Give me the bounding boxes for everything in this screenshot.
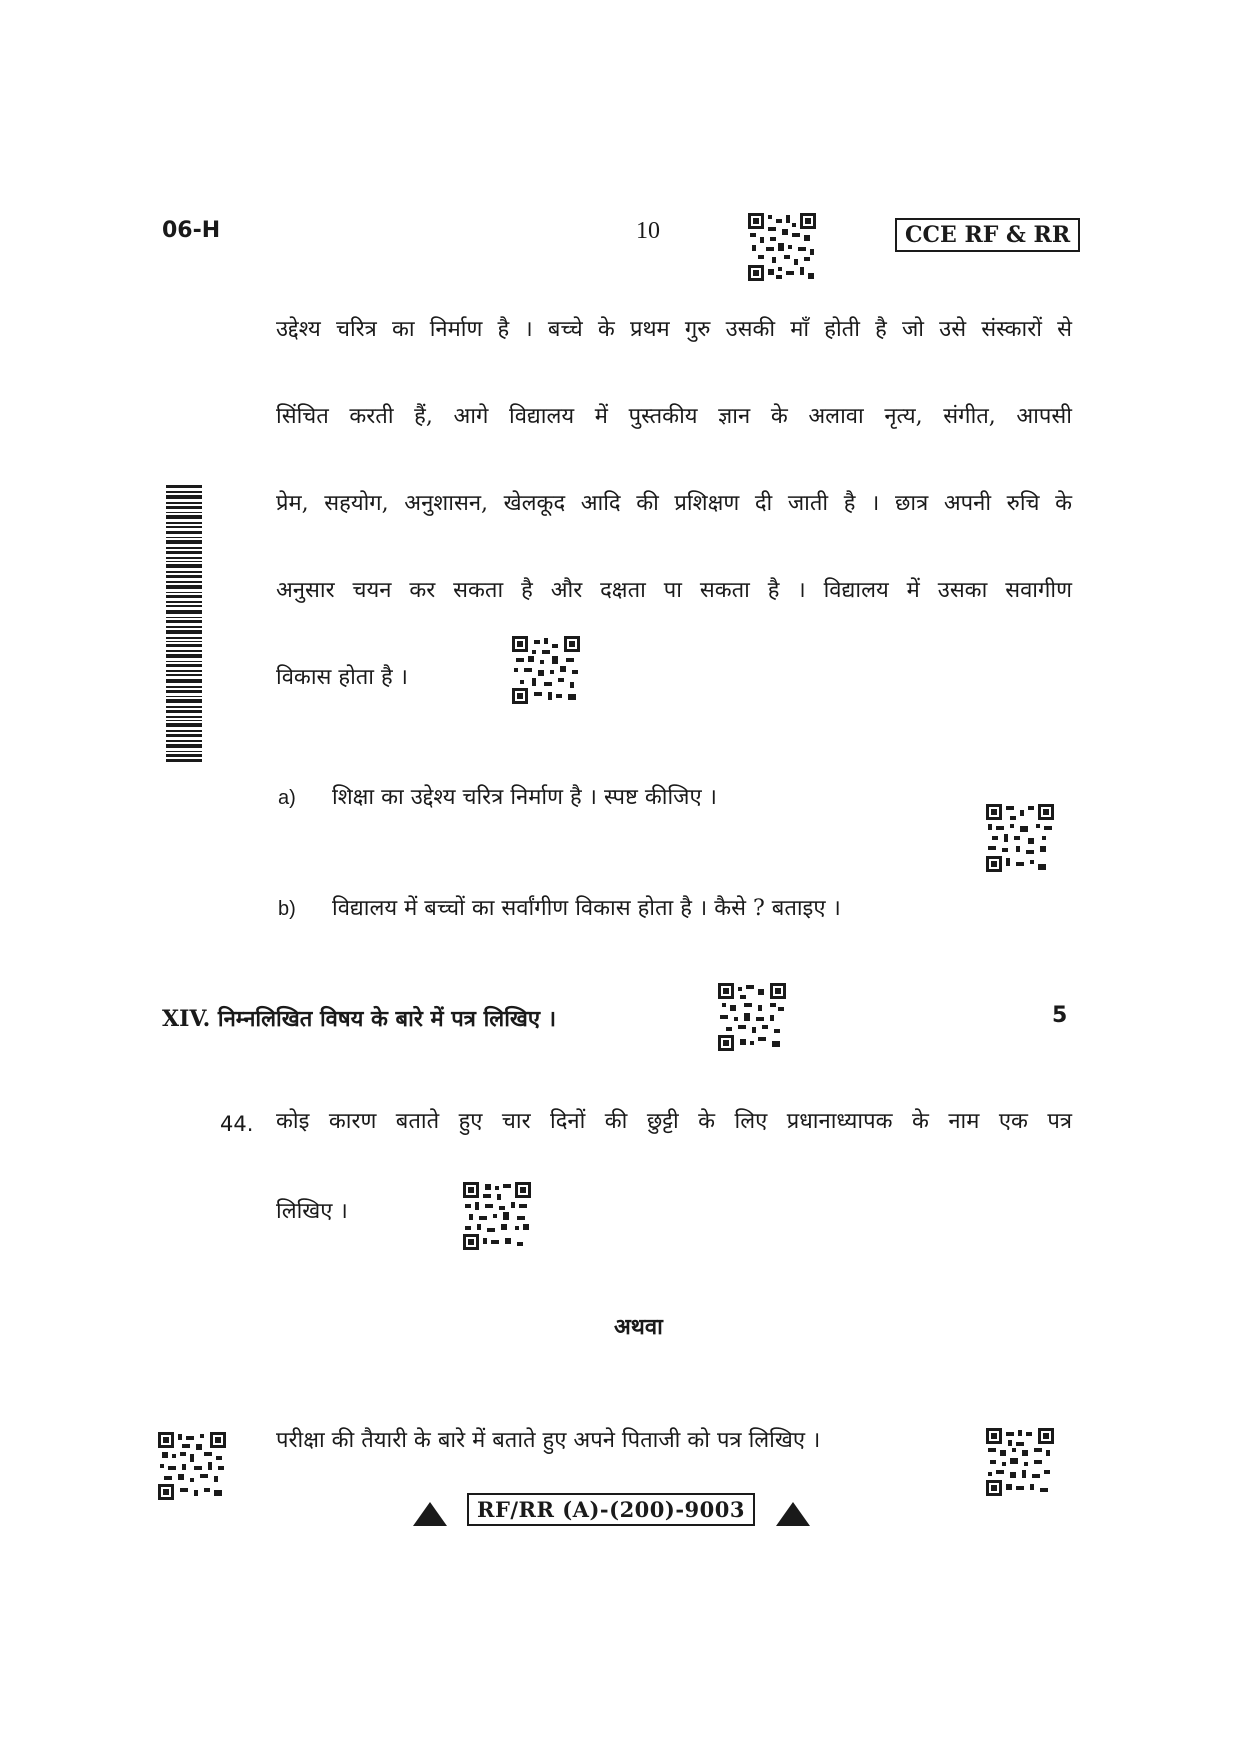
qr-code-icon [748,213,816,281]
barcode-icon [166,485,202,762]
passage-line: विकास होता है । [276,665,409,690]
or-label: अथवा [614,1314,663,1340]
exam-label: CCE RF & RR [895,218,1080,252]
sub-question-text: शिक्षा का उद्देश्य चरित्र निर्माण है । स्पष्ट कीजिए । [332,785,717,810]
passage-line: उद्देश्य चरित्र का निर्माण है । बच्चे के प्रथम गुरु उसकी माँ होती है जो उसे संस्कारों से [276,317,1072,342]
passage-line: सिंचित करती हैं, आगे विद्यालय में पुस्तकीय ज्ञान के अलावा नृत्य, संगीत, आपसी [276,404,1072,429]
passage-line: प्रेम, सहयोग, अनुशासन, खेलकूद आदि की प्रशिक्षण दी जाती है । छात्र अपनी रुचि के [276,491,1072,516]
question-text: कोइ कारण बताते हुए चार दिनों की छुट्टी के लिए प्रधानाध्यापक के नाम एक पत्र [276,1109,1072,1134]
page-number: 10 [636,218,660,244]
sub-question-label: a) [278,787,296,809]
triangle-marker-icon [776,1502,810,1526]
alternative-question-text: परीक्षा की तैयारी के बारे में बताते हुए अपने पिताजी को पत्र लिखिए । [276,1428,821,1453]
passage-line: अनुसार चयन कर सकता है और दक्षता पा सकता है । विद्यालय में उसका सवागीण [276,578,1072,603]
question-number: 44. [220,1112,254,1136]
triangle-marker-icon [413,1502,447,1526]
qr-code-icon [158,1432,226,1500]
question-text: लिखिए । [276,1199,348,1224]
sub-question-label: b) [278,898,296,920]
footer-code: RF/RR (A)-(200)-9003 [467,1493,755,1526]
qr-code-icon [986,1428,1054,1496]
sub-question-text: विद्यालय में बच्चों का सर्वांगीण विकास होता है । कैसे ? बताइए । [332,896,841,921]
qr-code-icon [718,983,786,1051]
section-heading: XIV. निम्नलिखित विषय के बारे में पत्र लिखिए । [162,1006,557,1032]
paper-code: 06-H [162,218,221,243]
section-marks: 5 [1052,1003,1068,1028]
qr-code-icon [986,804,1054,872]
